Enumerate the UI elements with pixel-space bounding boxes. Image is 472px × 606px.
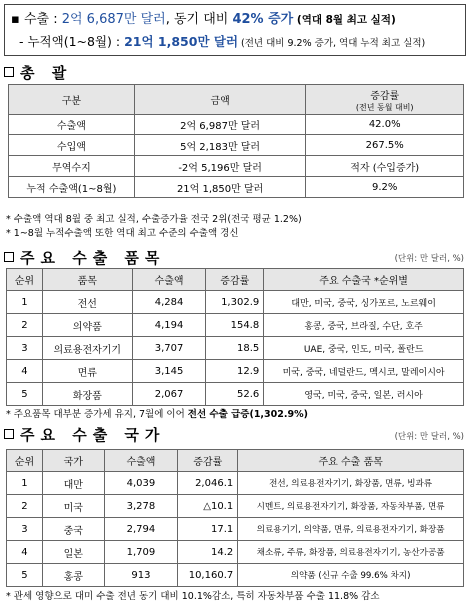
table-cell: -2억 5,196만 달러	[134, 156, 306, 177]
summary-export-mid: , 동기 대비	[165, 12, 233, 27]
table-cell: 면류	[42, 360, 132, 383]
table-cell: 5	[7, 564, 43, 587]
table-cell: 1,709	[104, 541, 178, 564]
table-cell: 수출액	[9, 115, 135, 135]
table-cell: 무역수지	[9, 156, 135, 177]
summary-line-cumulative	[11, 31, 459, 54]
table-cell: 화장품	[42, 383, 132, 406]
table-row	[7, 495, 464, 518]
table-cell: 중국	[42, 518, 104, 541]
table-cell: 홍콩, 중국, 브라질, 수단, 호주	[264, 314, 464, 337]
table-cell: 5억 2,183만 달러	[134, 135, 306, 156]
table-cell: 홍콩	[42, 564, 104, 587]
table-cell: 1,302.9	[206, 291, 264, 314]
table-cell: 3,707	[132, 337, 206, 360]
table-cell: 154.8	[206, 314, 264, 337]
table-cell: 일본	[42, 541, 104, 564]
table-cell: 3,145	[132, 360, 206, 383]
table-row	[9, 115, 464, 135]
table-cell: 9.2%	[306, 177, 464, 198]
table-cell: 21억 1,850만 달러	[134, 177, 306, 198]
section-title-overview: 총 괄	[4, 62, 72, 83]
square-icon	[4, 429, 14, 439]
overview-note-2: * 1~8월 누적수출액 또한 역대 최고 수준의 수출액 경신	[6, 228, 239, 239]
table-row	[9, 177, 464, 198]
bullet-icon: ▪	[11, 12, 20, 27]
table-row	[7, 360, 464, 383]
table-cell: 의료용기기, 의약품, 면류, 의료용전자기기, 화장품	[238, 518, 464, 541]
table-cell: 의료용전자기기	[42, 337, 132, 360]
table-row	[7, 518, 464, 541]
header-item: 품목	[42, 269, 132, 291]
header-rank: 순위	[7, 450, 43, 472]
header-export: 수출액	[132, 269, 206, 291]
table-cell: UAE, 중국, 인도, 미국, 폴란드	[264, 337, 464, 360]
table-cell: 수입액	[9, 135, 135, 156]
table-cell: 1	[7, 291, 43, 314]
header-category: 구분	[9, 85, 135, 115]
square-icon	[4, 67, 14, 77]
note-text: (1,302.9%)	[249, 409, 308, 420]
table-cell: 3	[7, 518, 43, 541]
section-title-countries: 주요 수출 국가	[4, 424, 165, 445]
table-row	[9, 156, 464, 177]
table-row	[7, 383, 464, 406]
header-change: 증감률	[178, 450, 238, 472]
table-cell: 17.1	[178, 518, 238, 541]
square-icon	[4, 252, 14, 262]
table-cell: 적자 (수입증가)	[306, 156, 464, 177]
table-cell: 18.5	[206, 337, 264, 360]
table-cell: 10,160.7	[178, 564, 238, 587]
table-cell: 3	[7, 337, 43, 360]
table-cell: 52.6	[206, 383, 264, 406]
table-cell: 영국, 미국, 중국, 일본, 러시아	[264, 383, 464, 406]
header-export: 수출액	[104, 450, 178, 472]
table-cell: 14.2	[178, 541, 238, 564]
header-country: 국가	[42, 450, 104, 472]
summary-cum-label: - 누적액(1~8월) :	[19, 34, 125, 49]
table-cell: 전선, 의료용전자기기, 화장품, 면류, 빙과류	[238, 472, 464, 495]
header-amount: 금액	[134, 85, 306, 115]
table-cell: 2	[7, 314, 43, 337]
summary-cum-amount: 21억 1,850만 달러	[124, 34, 239, 49]
table-cell: 2억 6,987만 달러	[134, 115, 306, 135]
items-note	[6, 406, 308, 420]
header-products: 주요 수출 품목	[238, 450, 464, 472]
overview-note-1: * 수출액 역대 8월 중 최고 실적, 수출증가율 전국 2위(전국 평균 1.2%)	[6, 214, 302, 225]
section-title-items: 주요 수출 품목	[4, 247, 165, 268]
countries-note: * 관세 영향으로 대미 수출 전년 동기 대비 10.1%감소, 특히 자동차부품 수출 11.8% 감소	[6, 591, 380, 602]
table-row	[7, 564, 464, 587]
summary-box	[4, 4, 466, 56]
items-unit: (단위: 만 달러, %)	[394, 254, 464, 264]
overview-table	[8, 84, 464, 198]
table-cell: 1	[7, 472, 43, 495]
table-row	[7, 337, 464, 360]
table-cell: 2,794	[104, 518, 178, 541]
countries-unit: (단위: 만 달러, %)	[394, 432, 464, 442]
table-cell: 12.9	[206, 360, 264, 383]
table-cell: 267.5%	[306, 135, 464, 156]
table-cell: 대만	[42, 472, 104, 495]
table-row	[9, 135, 464, 156]
table-row	[7, 541, 464, 564]
table-cell: 4,039	[104, 472, 178, 495]
table-row	[7, 291, 464, 314]
table-cell: 913	[104, 564, 178, 587]
table-cell: 시멘트, 의료용전자기기, 화장품, 자동차부품, 면류	[238, 495, 464, 518]
table-cell: 4,284	[132, 291, 206, 314]
table-cell: 누적 수출액(1~8월)	[9, 177, 135, 198]
table-cell: 2,046.1	[178, 472, 238, 495]
note-text: 전선 수출 급증	[187, 409, 250, 420]
table-cell: 2	[7, 495, 43, 518]
table-cell: 의약품	[42, 314, 132, 337]
table-cell: 4,194	[132, 314, 206, 337]
table-cell: 의약품 (신규 수출 99.6% 차지)	[238, 564, 464, 587]
table-row	[7, 314, 464, 337]
summary-export-pct: 42% 증가	[232, 12, 294, 27]
summary-line-export	[11, 9, 459, 31]
table-cell: 4	[7, 360, 43, 383]
summary-cum-note: (전년 대비 9.2% 증가, 역대 누적 최고 실적)	[238, 38, 426, 49]
table-cell: 미국, 중국, 네덜란드, 멕시코, 말레이시아	[264, 360, 464, 383]
table-cell: △10.1	[178, 495, 238, 518]
items-table	[6, 268, 464, 406]
table-cell: 42.0%	[306, 115, 464, 135]
summary-export-label: 수출 :	[23, 12, 62, 27]
table-cell: 3,278	[104, 495, 178, 518]
note-text: * 주요품목 대부분 증가세 유지, 7월에 이어	[6, 409, 188, 420]
countries-table	[6, 449, 464, 587]
summary-export-amount: 2억 6,687만 달러	[61, 12, 166, 27]
table-cell: 2,067	[132, 383, 206, 406]
summary-export-note: (역대 8월 최고 실적)	[293, 14, 396, 26]
table-cell: 미국	[42, 495, 104, 518]
table-cell: 전선	[42, 291, 132, 314]
table-cell: 4	[7, 541, 43, 564]
header-change: 증감률	[206, 269, 264, 291]
table-row	[7, 472, 464, 495]
header-change: 증감률 (전년 동월 대비)	[306, 85, 464, 115]
header-rank: 순위	[7, 269, 43, 291]
header-countries: 주요 수출국 *순위별	[264, 269, 464, 291]
table-cell: 채소류, 주류, 화장품, 의료용전자기기, 농산가공품	[238, 541, 464, 564]
table-cell: 대만, 미국, 중국, 싱가포르, 노르웨이	[264, 291, 464, 314]
table-cell: 5	[7, 383, 43, 406]
